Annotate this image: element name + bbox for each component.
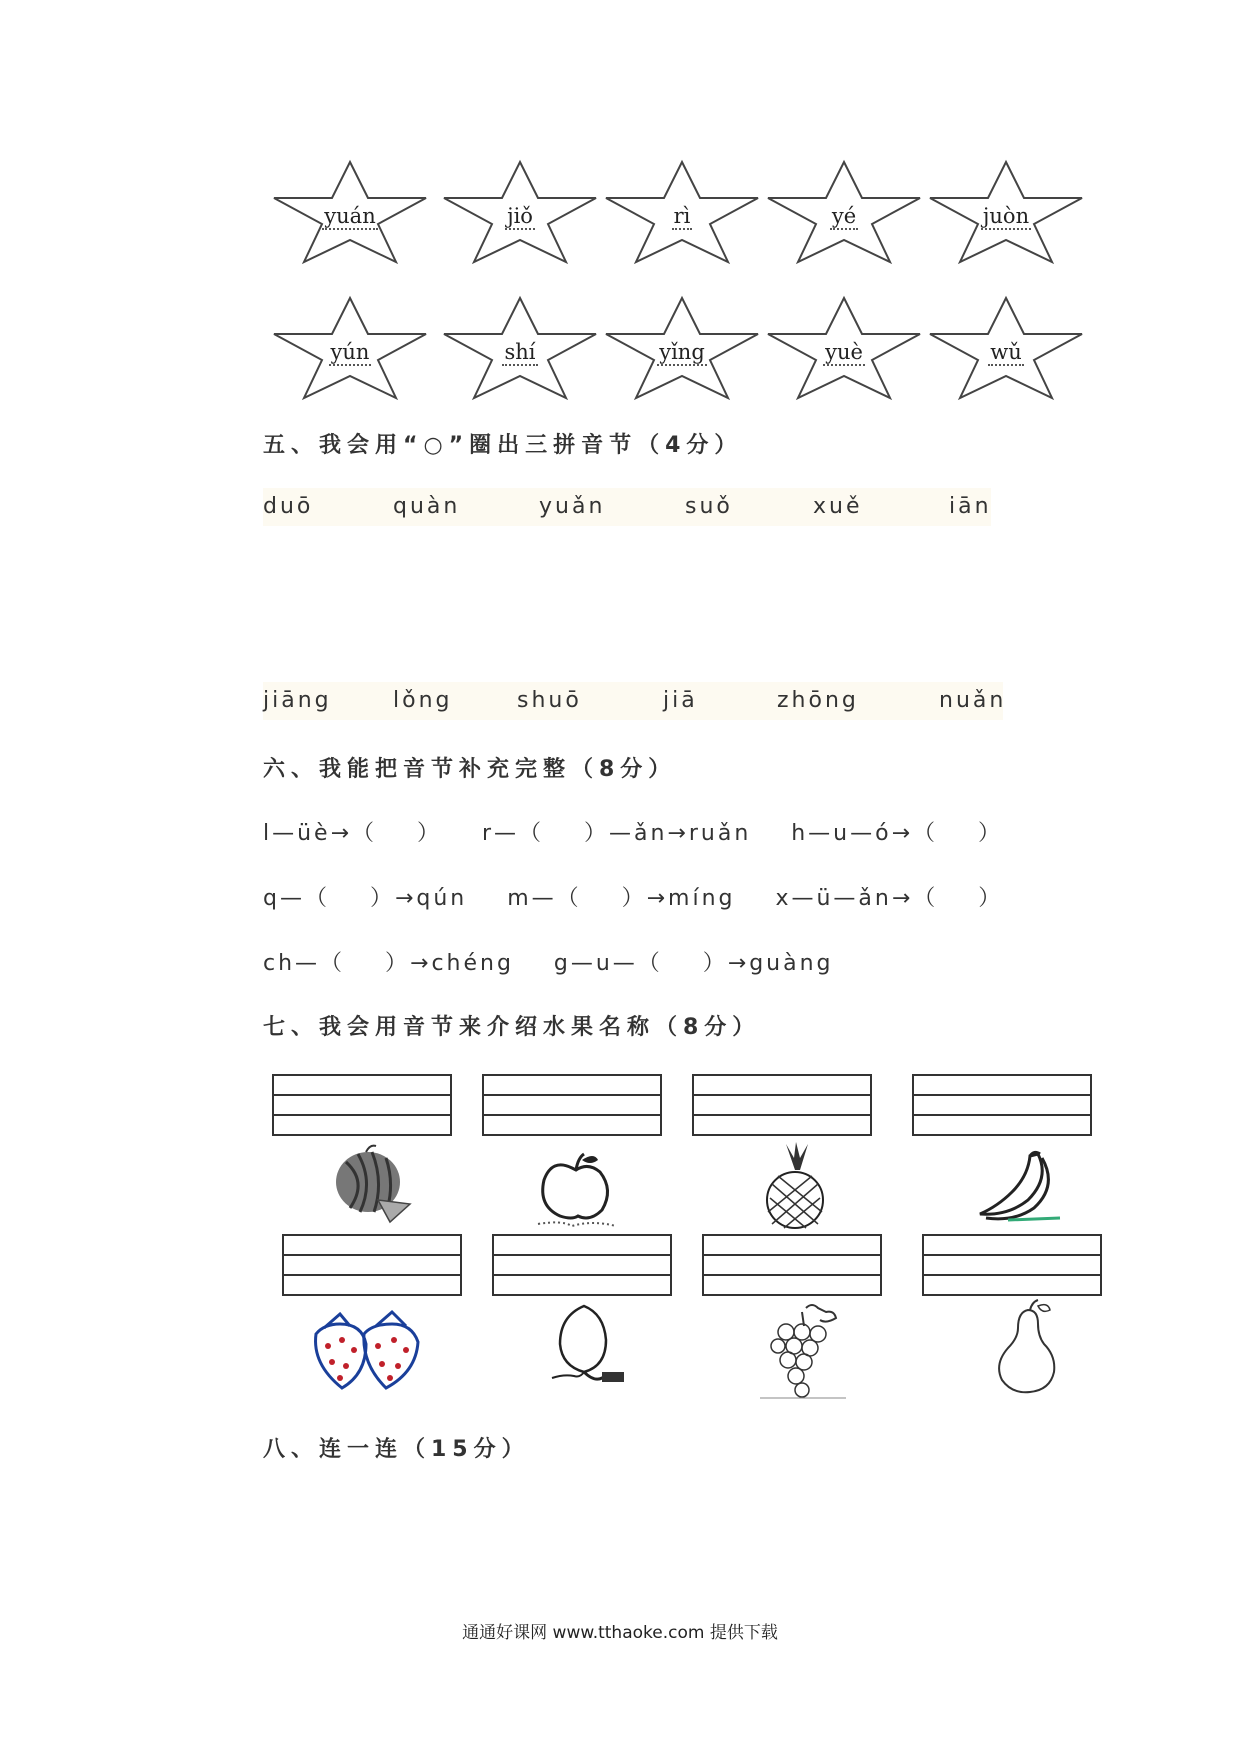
star-syllable: shí: [504, 340, 536, 364]
section-5-heading: 五、我会用“○”圈出三拼音节（4分）: [263, 433, 743, 458]
watermelon-icon: [330, 1142, 414, 1224]
section-7-heading: 七、我会用音节来介绍水果名称（8分）: [263, 1015, 761, 1040]
star-syllable: yǐng: [659, 340, 705, 364]
grape-icon: [756, 1302, 852, 1402]
section-6-heading: 六、我能把音节补充完整（8分）: [263, 757, 677, 782]
strawberry-icon: [306, 1304, 426, 1392]
apple-icon: [532, 1150, 620, 1230]
star-syllable: yé: [831, 204, 857, 228]
syllable[interactable]: quàn: [393, 494, 461, 519]
star-syllable: juòn: [982, 204, 1030, 228]
star-syllable: rì: [673, 204, 691, 228]
pear-icon: [988, 1298, 1060, 1398]
fill-line-3[interactable]: ch—（ ）→chéng g—u—（ ）→guàng: [263, 951, 834, 976]
fill-line-1[interactable]: l—üè→（ ） r—（ ）—ǎn→ruǎn h—u—ó→（ ）: [263, 821, 1003, 846]
syllable[interactable]: xuě: [813, 494, 863, 519]
syllable[interactable]: duō: [263, 494, 314, 519]
pinyin-write-box[interactable]: [272, 1074, 452, 1136]
star-syllable: yún: [330, 340, 370, 364]
star-syllable: yuè: [825, 340, 863, 364]
star-syllable: yuán: [324, 204, 376, 228]
pinyin-write-box[interactable]: [922, 1234, 1102, 1296]
syllable[interactable]: suǒ: [685, 494, 733, 519]
star-syllable: wǔ: [990, 340, 1022, 364]
peach-icon: [544, 1300, 634, 1390]
star-syllable: jiǒ: [507, 204, 533, 228]
pinyin-write-box[interactable]: [482, 1074, 662, 1136]
syllable[interactable]: jiāng: [263, 688, 332, 713]
syllable[interactable]: shuō: [517, 688, 582, 713]
fill-line-2[interactable]: q—（ ）→qún m—（ ）→míng x—ü—ǎn→（ ）: [263, 886, 1004, 911]
syllable[interactable]: iān: [949, 494, 992, 519]
pinyin-row-2: [263, 682, 1007, 720]
banana-icon: [968, 1148, 1064, 1222]
pinyin-row-1: [263, 488, 991, 526]
pinyin-write-box[interactable]: [912, 1074, 1092, 1136]
syllable[interactable]: jiā: [663, 688, 698, 713]
pineapple-icon: [760, 1140, 830, 1230]
section-8-heading: 八、连一连（15分）: [263, 1437, 530, 1462]
pinyin-write-box[interactable]: [702, 1234, 882, 1296]
syllable[interactable]: lǒng: [393, 688, 453, 713]
footer-text: 通通好课网 www.tthaoke.com 提供下载: [462, 1623, 778, 1643]
syllable[interactable]: zhōng: [777, 688, 859, 713]
syllable[interactable]: yuǎn: [539, 494, 606, 519]
star: [926, 294, 1086, 454]
pinyin-write-box[interactable]: [282, 1234, 462, 1296]
star: [764, 294, 924, 454]
pinyin-write-box[interactable]: [692, 1074, 872, 1136]
pinyin-write-box[interactable]: [492, 1234, 672, 1296]
syllable[interactable]: nuǎn: [939, 688, 1007, 713]
